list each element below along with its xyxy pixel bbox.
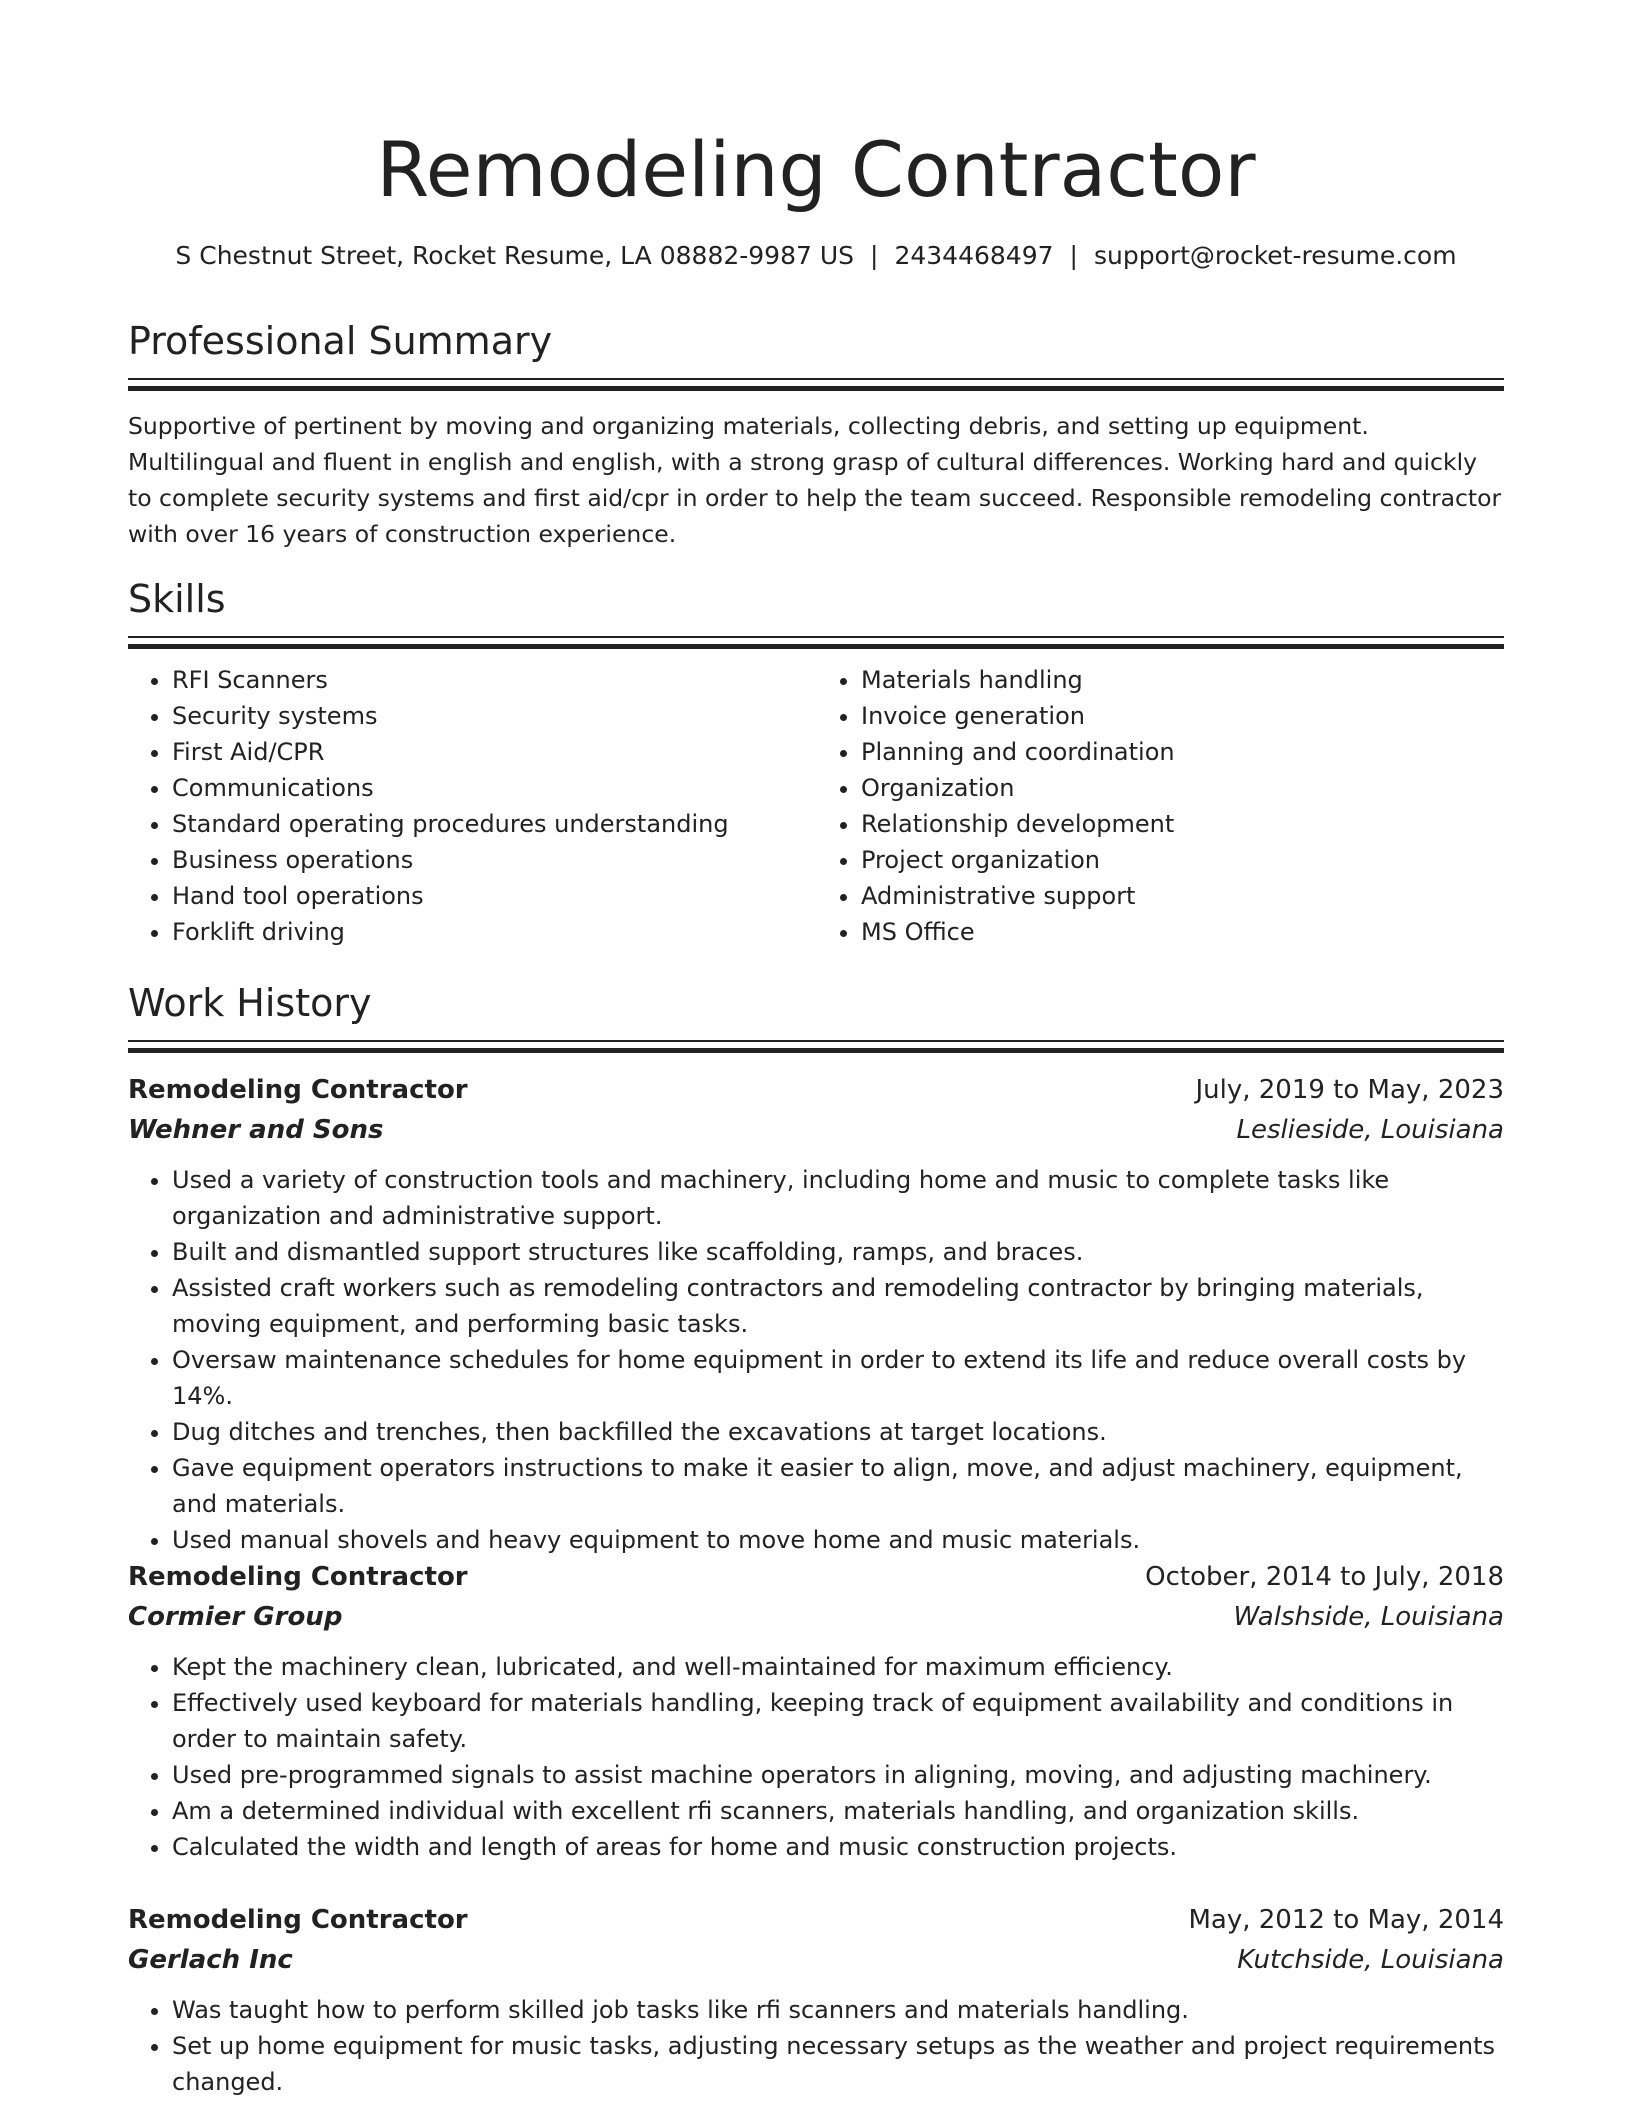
job-bullet: • Kept the machinery clean, lubricated, and well-maintained for maximum efficiency. <box>172 1649 1504 1685</box>
job-bullet: • Used manual shovels and heavy equipment to move home and music materials. <box>172 1522 1504 1558</box>
skill-item: • RFI Scanners <box>172 662 815 698</box>
section-title-work: Work History <box>128 981 372 1025</box>
job-bullet: • Oversaw maintenance schedules for home equipment in order to extend its life and reduce overall costs by 14%. <box>172 1342 1504 1414</box>
skill-item: • Invoice generation <box>861 698 1504 734</box>
job-company-row <box>128 1110 1504 1150</box>
job-title: Remodeling Contractor <box>128 1562 468 1592</box>
job-header-row <box>128 1900 1504 1940</box>
job-company-row <box>128 1597 1504 1637</box>
job-bullet: • Set up home equipment for music tasks, adjusting necessary setups as the weather and project requirements changed. <box>172 2028 1504 2100</box>
job-location: Walshside, Louisiana <box>1233 1602 1504 1632</box>
contact-phone: 2434468497 <box>894 241 1054 270</box>
skills-section <box>128 574 1504 950</box>
job-location: Kutchside, Louisiana <box>1237 1945 1504 1975</box>
job-dates: October, 2014 to July, 2018 <box>1145 1562 1504 1592</box>
skill-item: • MS Office <box>861 914 1504 950</box>
job-company: Wehner and Sons <box>128 1115 384 1145</box>
skill-item: • Organization <box>861 770 1504 806</box>
job-bullet: • Built and dismantled support structures like scaffolding, ramps, and braces. <box>172 1234 1504 1270</box>
skill-item: • Hand tool operations <box>172 878 815 914</box>
job-header-row <box>128 1070 1504 1110</box>
summary-section <box>128 316 1504 552</box>
skill-item: • Project organization <box>861 842 1504 878</box>
skill-item: • Forklift driving <box>172 914 815 950</box>
skills-columns <box>128 662 1504 950</box>
skill-item: • Communications <box>172 770 815 806</box>
contact-email: support@rocket-resume.com <box>1093 241 1457 270</box>
job-bullet: • Assisted craft workers such as remodeling contractors and remodeling contractor by bringing materials, moving equipment, and performing basic tasks. <box>172 1270 1504 1342</box>
job-bullet: • Calculated the width and length of areas for home and music construction projects. <box>172 1829 1504 1865</box>
job-bullets <box>128 1162 1504 1558</box>
job-entry <box>128 1900 1504 2100</box>
job-company-row <box>128 1940 1504 1980</box>
job-bullet: • Effectively used keyboard for materials handling, keeping track of equipment availability and conditions in order to maintain safety. <box>172 1685 1504 1757</box>
job-location: Leslieside, Louisiana <box>1236 1115 1504 1145</box>
contact-separator: | <box>1069 241 1078 270</box>
skill-item: • Materials handling <box>861 662 1504 698</box>
skill-item: • Planning and coordination <box>861 734 1504 770</box>
section-divider <box>128 636 1504 650</box>
job-bullets <box>128 1992 1504 2100</box>
skills-list-left <box>128 662 815 950</box>
job-bullet: • Dug ditches and trenches, then backfilled the excavations at target locations. <box>172 1414 1504 1450</box>
skill-item: • First Aid/CPR <box>172 734 815 770</box>
job-bullet: • Was taught how to perform skilled job tasks like rfi scanners and materials handling. <box>172 1992 1504 2028</box>
section-title-skills: Skills <box>128 577 226 621</box>
job-entry <box>128 1070 1504 1558</box>
job-entry <box>128 1557 1504 1865</box>
section-divider <box>128 378 1504 392</box>
skill-item: • Administrative support <box>861 878 1504 914</box>
work-history-section <box>128 978 1504 1054</box>
skills-list-right <box>815 662 1504 950</box>
resume-name: Remodeling Contractor <box>376 125 1256 214</box>
job-dates: July, 2019 to May, 2023 <box>1195 1075 1504 1105</box>
section-divider <box>128 1040 1504 1054</box>
job-title: Remodeling Contractor <box>128 1075 468 1105</box>
job-bullet: • Gave equipment operators instructions to make it easier to align, move, and adjust machinery, equipment, and materials. <box>172 1450 1504 1522</box>
job-title: Remodeling Contractor <box>128 1905 468 1935</box>
skill-item: • Security systems <box>172 698 815 734</box>
section-title-summary: Professional Summary <box>128 319 553 363</box>
job-bullet: • Am a determined individual with excellent rfi scanners, materials handling, and organization skills. <box>172 1793 1504 1829</box>
job-company: Cormier Group <box>128 1602 343 1632</box>
skill-item: • Relationship development <box>861 806 1504 842</box>
job-header-row <box>128 1557 1504 1597</box>
contact-line <box>128 238 1504 274</box>
skill-item: • Standard operating procedures understanding <box>172 806 815 842</box>
contact-separator: | <box>870 241 879 270</box>
job-dates: May, 2012 to May, 2014 <box>1188 1905 1504 1935</box>
summary-text: Supportive of pertinent by moving and organizing materials, collecting debris, and setting up equipment. Multilingual and fluent in english and english, with a strong grasp of cultural differences. Working hard and quickly to complete security systems and first aid/cpr in order to help the team succeed. Responsible remodeling contractor with over 16 years of construction experience. <box>128 412 1502 548</box>
job-bullet: • Used pre-programmed signals to assist machine operators in aligning, moving, and adjusting machinery. <box>172 1757 1504 1793</box>
contact-address: S Chestnut Street, Rocket Resume, LA 08882-9987 US <box>175 241 855 270</box>
job-bullets <box>128 1649 1504 1865</box>
skill-item: • Business operations <box>172 842 815 878</box>
job-company: Gerlach Inc <box>128 1945 293 1975</box>
job-bullet: • Used a variety of construction tools and machinery, including home and music to complete tasks like organization and administrative support. <box>172 1162 1504 1234</box>
